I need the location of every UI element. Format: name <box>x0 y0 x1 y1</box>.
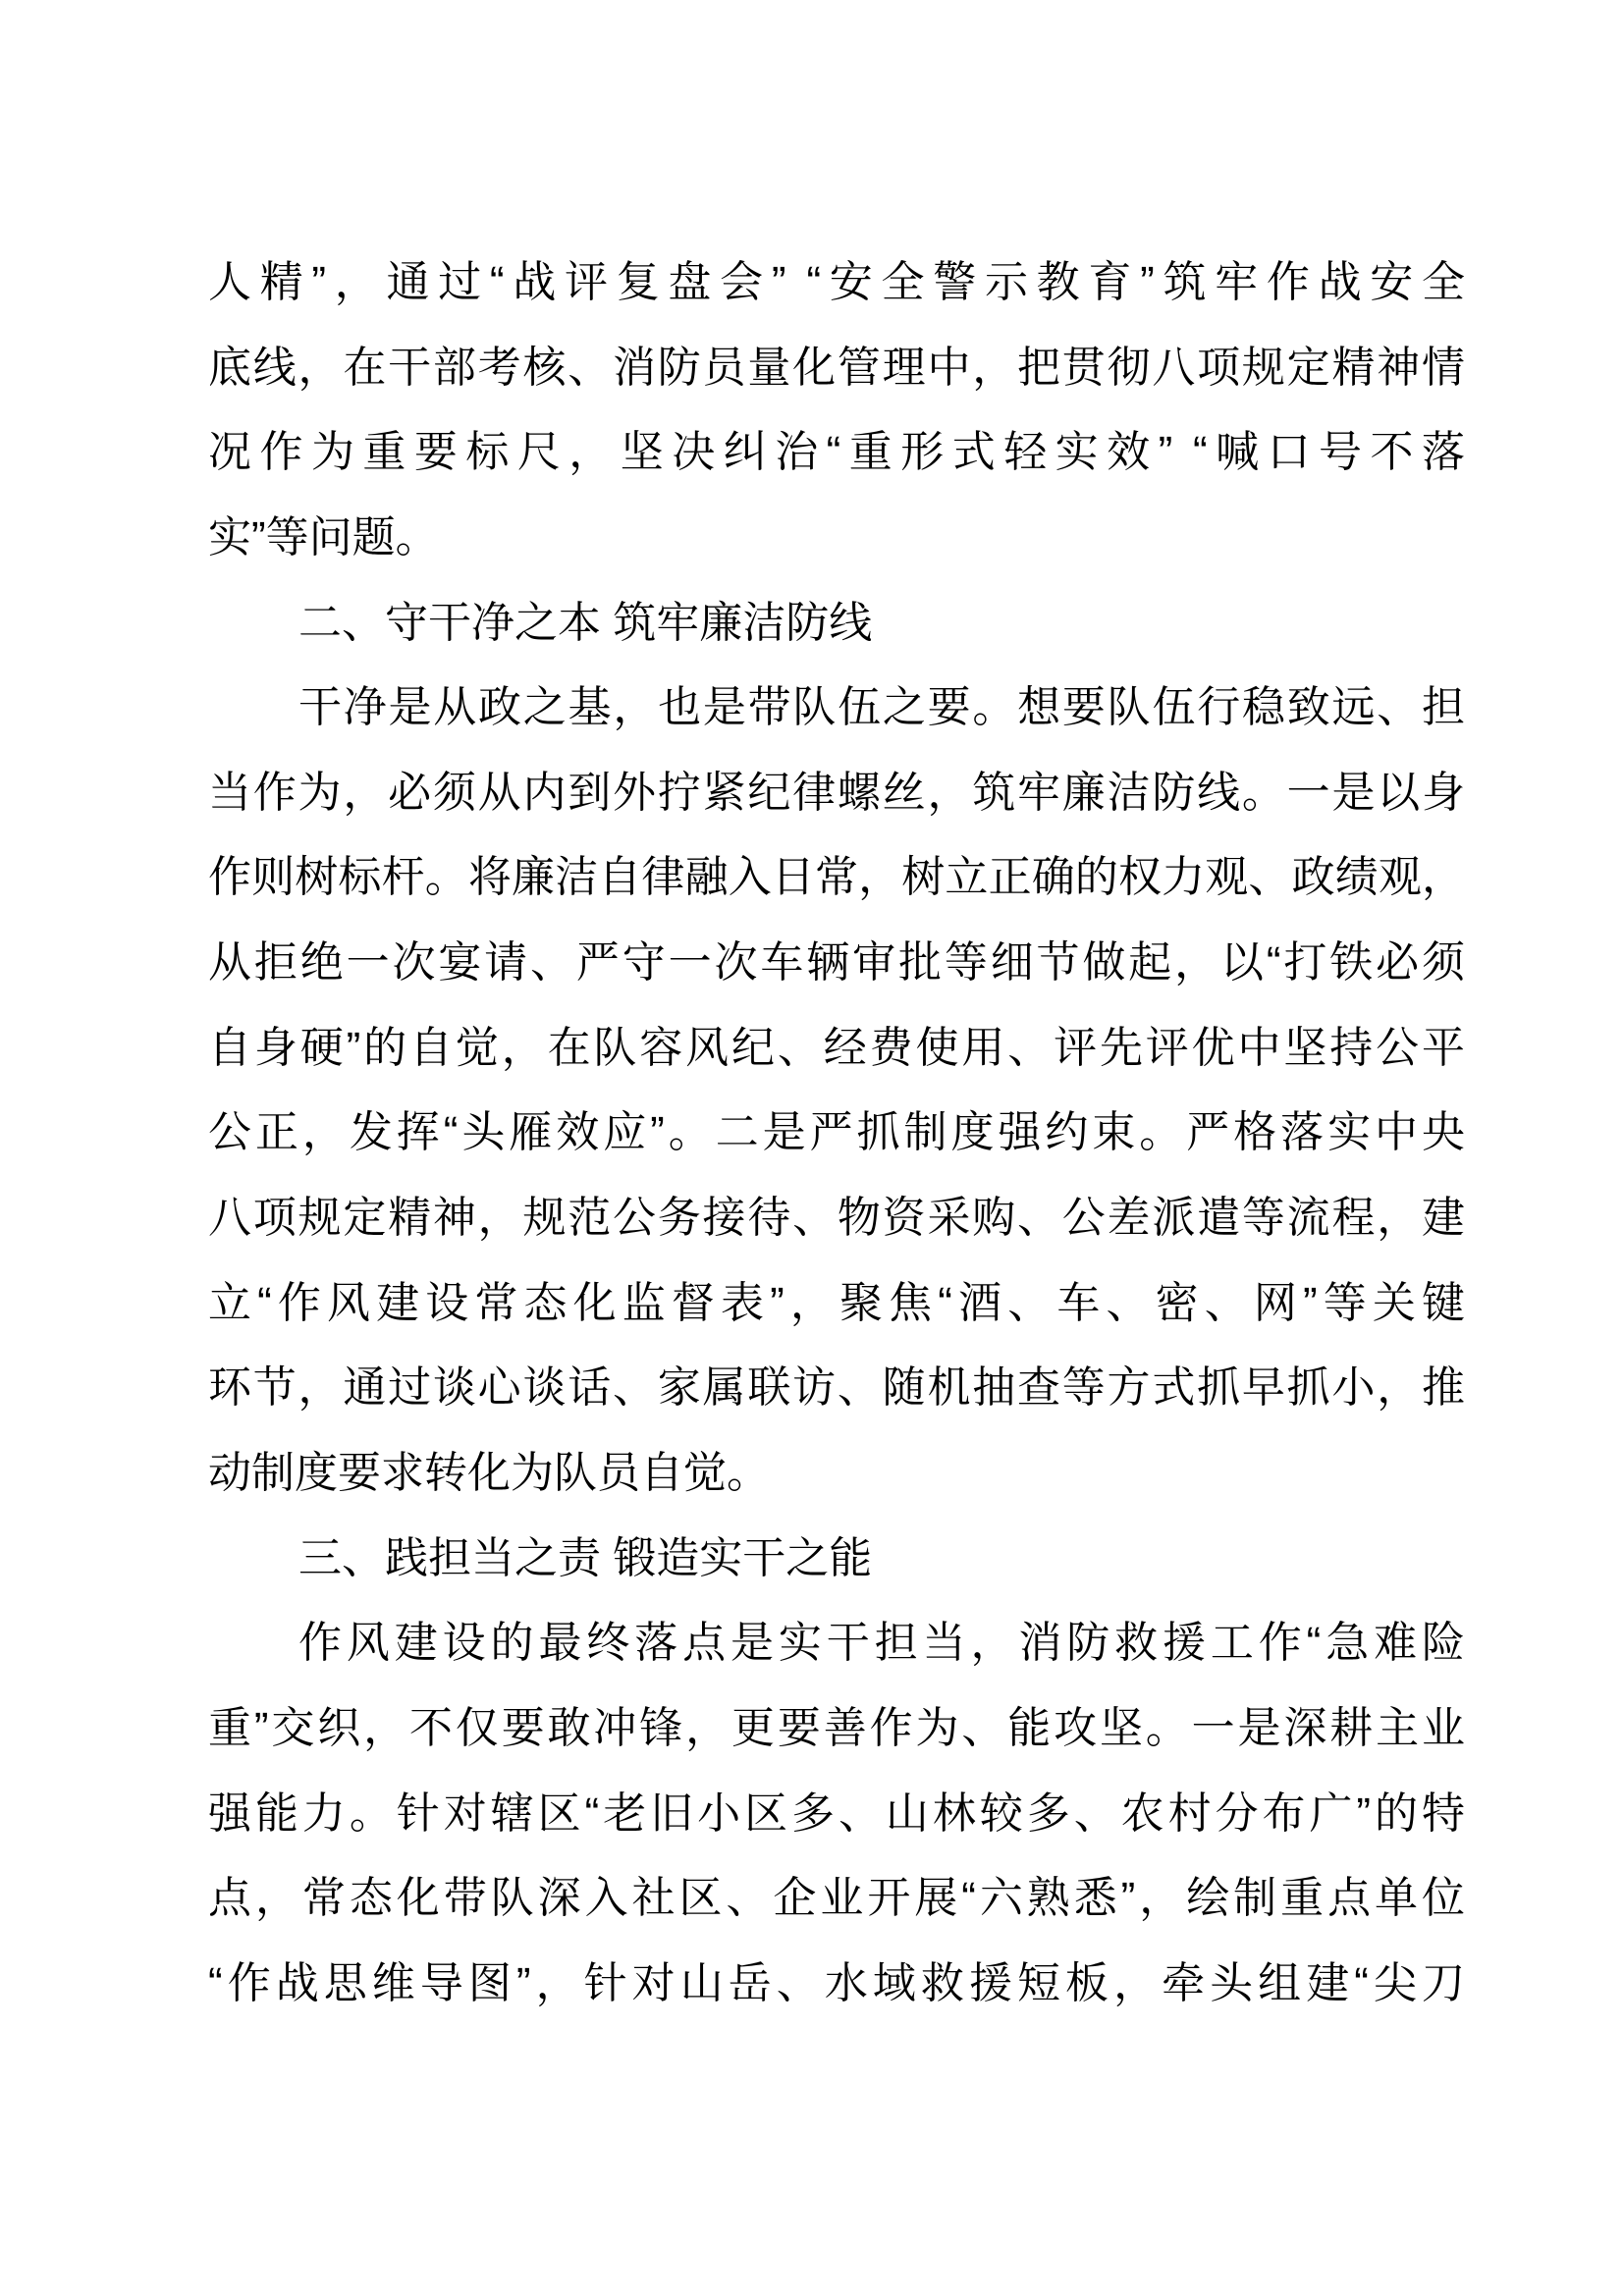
text-line: 公正，发挥“头雁效应”。二是严抓制度强约束。严格落实中央 <box>208 1108 1465 1157</box>
text-line: 作则树标杆。将廉洁自律融入日常，树立正确的权力观、政绩观， <box>208 853 1465 902</box>
text-line: 动制度要求转化为队员自觉。 <box>208 1448 770 1497</box>
document-body <box>208 240 1465 2026</box>
text-line: 八项规定精神，规范公务接待、物资采购、公差派遣等流程，建 <box>208 1194 1465 1243</box>
text-line: 干净是从政之基，也是带队伍之要。想要队伍行稳致远、担 <box>298 683 1465 732</box>
text-line: 重”交织，不仅要敢冲锋，更要善作为、能攻坚。一是深耕主业 <box>208 1703 1465 1752</box>
text-line: 自身硬”的自觉，在队容风纪、经费使用、评先评优中坚持公平 <box>208 1023 1465 1072</box>
text-line: 实”等问题。 <box>208 512 439 561</box>
text-line: 从拒绝一次宴请、严守一次车辆审批等细节做起，以“打铁必须 <box>208 938 1465 988</box>
section-heading: 三、践担当之责 锻造实干之能 <box>298 1533 873 1582</box>
text-line: 点，常态化带队深入社区、企业开展“六熟悉”，绘制重点单位 <box>208 1874 1465 1923</box>
text-line: 立“作风建设常态化监督表”，聚焦“酒、车、密、网”等关键 <box>208 1278 1465 1327</box>
text-line: “作战思维导图”，针对山岳、水域救援短板，牵头组建“尖刀 <box>208 1958 1465 2007</box>
text-line: 底线，在干部考核、消防员量化管理中，把贯彻八项规定精神情 <box>208 343 1465 392</box>
text-line: 况作为重要标尺，坚决纠治“重形式轻实效” “喊口号不落 <box>208 428 1465 477</box>
text-line: 当作为，必须从内到外拧紧纪律螺丝，筑牢廉洁防线。一是以身 <box>208 768 1465 817</box>
section-heading: 二、守干净之本 筑牢廉洁防线 <box>298 598 873 647</box>
text-line: 作风建设的最终落点是实干担当，消防救援工作“急难险 <box>298 1619 1465 1668</box>
text-line: 环节，通过谈心谈话、家属联访、随机抽查等方式抓早抓小，推 <box>208 1363 1465 1413</box>
text-line: 强能力。针对辖区“老旧小区多、山林较多、农村分布广”的特 <box>208 1789 1465 1838</box>
text-line: 人精”，通过“战评复盘会” “安全警示教育”筑牢作战安全 <box>208 258 1465 306</box>
